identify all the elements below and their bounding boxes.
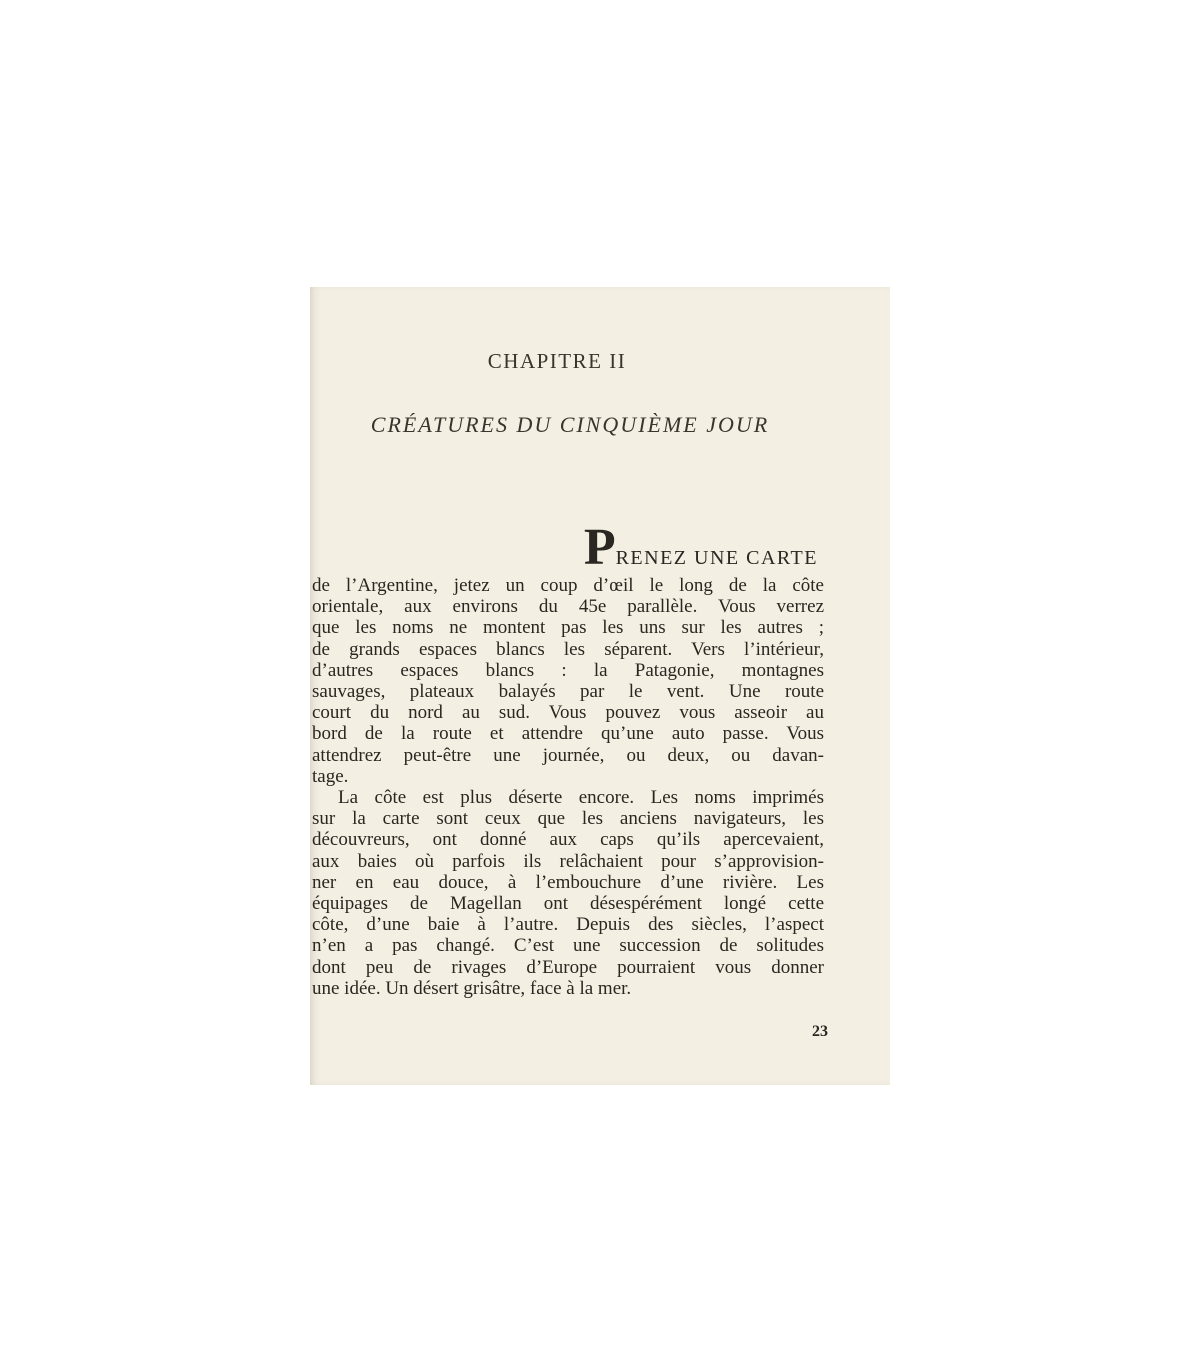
opening-small-caps: RENEZ UNE CARTE <box>615 547 818 569</box>
text-line: équipages de Magellan ont désespérément longé cette <box>312 893 824 915</box>
text-line: sauvages, plateaux balayés par le vent. Une route <box>312 681 824 703</box>
opening-words <box>583 519 818 576</box>
text-line: d’autres espaces blancs : la Patagonie, montagnes <box>312 659 824 681</box>
chapter-heading: CHAPITRE II <box>487 349 627 373</box>
text-line: orientale, aux environs du 45e parallèle. Vous verrez <box>312 596 824 618</box>
text-line: court du nord au sud. Vous pouvez vous asseoir au <box>312 702 824 724</box>
text-line: bord de la route et attendre qu’une auto passe. Vous <box>312 723 824 745</box>
page-number: 23 <box>812 1023 828 1040</box>
text-line: de l’Argentine, jetez un coup d’œil le long de la côte <box>312 575 824 596</box>
text-line: de grands espaces blancs les séparent. Vers l’intérieur, <box>312 638 824 660</box>
text-line: attendrez peut-être une journée, ou deux, ou davan- <box>312 744 824 766</box>
text-line: côte, d’une baie à l’autre. Depuis des siècles, l’aspect <box>312 914 824 936</box>
text-line: que les noms ne montent pas les uns sur les autres ; <box>312 617 824 639</box>
text-line: sur la carte sont ceux que les anciens navigateurs, les <box>312 808 824 830</box>
text-line: ner en eau douce, à l’embouchure d’une rivière. Les <box>312 871 824 893</box>
chapter-title: CRÉATURES DU CINQUIÈME JOUR <box>370 412 770 437</box>
text-line: une idée. Un désert grisâtre, face à la mer. <box>312 977 632 999</box>
drop-cap: P <box>583 519 616 576</box>
book-page <box>310 287 890 1085</box>
text-line: dont peu de rivages d’Europe pourraient vous donner <box>312 956 824 978</box>
text-line: aux baies où parfois ils relâchaient pour s’approvision- <box>312 850 824 872</box>
text-line: n’en a pas changé. C’est une succession de solitudes <box>312 935 824 957</box>
text-line: découvreurs, ont donné aux caps qu’ils apercevaient, <box>312 829 824 851</box>
text-line: tage. <box>312 765 349 787</box>
text-line: La côte est plus déserte encore. Les noms imprimés <box>338 787 824 809</box>
body-text <box>312 575 824 999</box>
